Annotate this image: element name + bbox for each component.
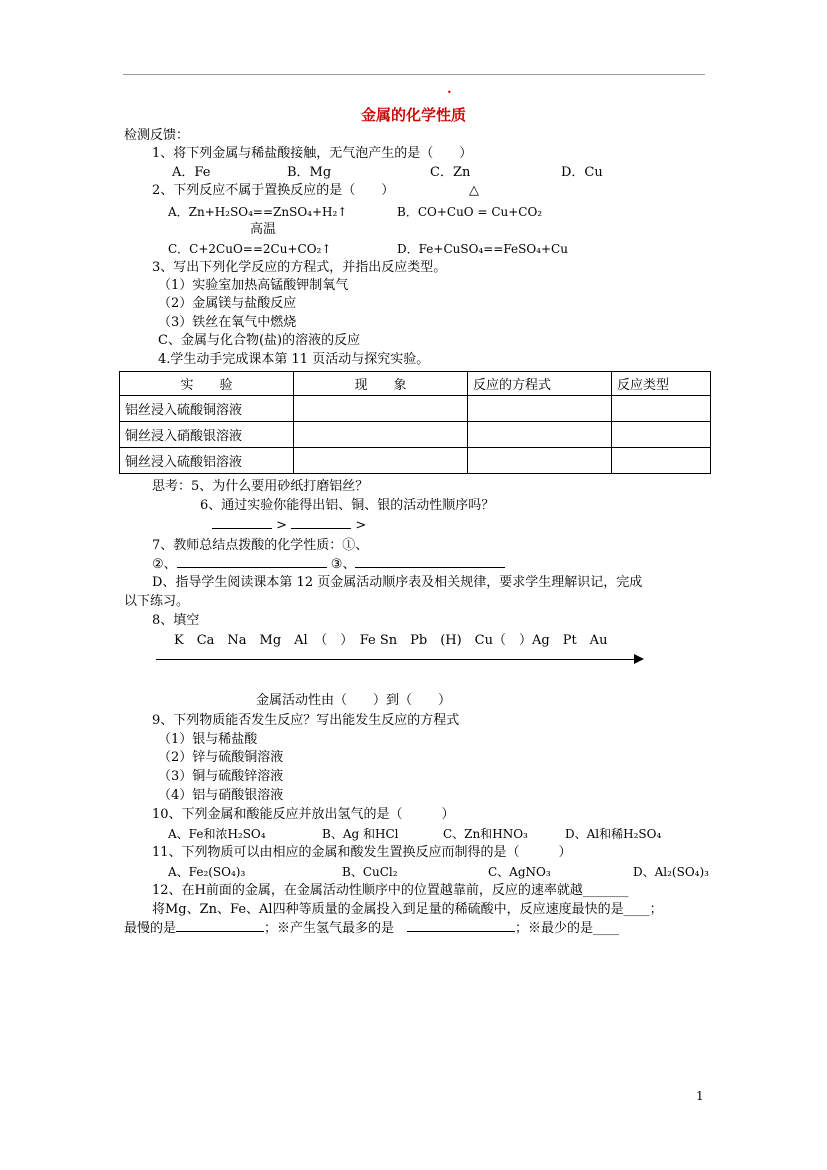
q7-item-3: ③、 xyxy=(330,557,356,572)
table-cell[interactable] xyxy=(468,422,612,448)
table-cell: 铝丝浸入硫酸铜溶液 xyxy=(120,396,294,422)
table-header-row xyxy=(120,372,711,396)
table-row xyxy=(120,396,711,422)
gt-sign: > xyxy=(355,518,367,533)
blank-1[interactable] xyxy=(212,528,272,529)
q2-option-b: B．CO+CuO = Cu+CO₂ xyxy=(397,205,543,219)
q11-option-b: B、CuCl₂ xyxy=(342,865,398,879)
table-header: 实 验 xyxy=(120,372,294,396)
q11-option-a: A、Fe₂(SO₄)₃ xyxy=(168,865,246,879)
q12-slowest: 最慢的是 xyxy=(124,921,177,936)
q1-text: 1、将下列金属与稀盐酸接触，无气泡产生的是（ ） xyxy=(152,146,473,161)
q7-item-2: ②、 xyxy=(152,557,177,572)
q2-option-d: D．Fe+CuSO₄==FeSO₄+Cu xyxy=(397,242,568,256)
table-header: 反应的方程式 xyxy=(468,372,612,396)
q10-text: 10、下列金属和酸能反应并放出氢气的是（ ） xyxy=(152,807,455,822)
q8-text: 8、填空 xyxy=(152,613,200,628)
title-dot: • xyxy=(447,88,452,97)
q11-text: 11、下列物质可以由相应的金属和酸发生置换反应而制得的是（ ） xyxy=(152,845,572,860)
section-d-line1: D、指导学生阅读课本第 12 页金属活动顺序表及相关规律，要求学生理解识记，完成 xyxy=(152,575,643,590)
q1-option-c: C．Zn xyxy=(430,165,471,180)
q12-line-3 xyxy=(124,920,619,938)
gt-sign: > xyxy=(276,518,288,533)
table-row xyxy=(120,448,711,474)
q2-delta: △ xyxy=(469,183,479,198)
header-rule xyxy=(123,74,705,75)
q11-option-d: D、Al₂(SO₄)₃ xyxy=(633,865,709,879)
blank-5[interactable] xyxy=(176,931,264,932)
q10-option-a: A、Fe和浓H₂SO₄ xyxy=(168,827,266,841)
q2-text: 2、下列反应不属于置换反应的是（ ） xyxy=(152,183,395,198)
q7-text: 7、教师总结点拨酸的化学性质：①、 xyxy=(152,538,369,553)
q12-line-2: 将Mg、Zn、Fe、Al四种等质量的金属投入到足量的稀硫酸中，反应速度最快的是____； xyxy=(152,902,663,917)
section-c: C、金属与化合物(盐)的溶液的反应 xyxy=(158,333,361,348)
q9-text: 9、下列物质能否发生反应？写出能发生反应的方程式 xyxy=(152,713,460,728)
section-d-line2: 以下练习。 xyxy=(124,594,190,609)
q3-item-3: （3）铁丝在氧气中燃烧 xyxy=(158,315,297,330)
feedback-label: 检测反馈： xyxy=(124,128,190,143)
table-cell[interactable] xyxy=(294,396,468,422)
table-cell[interactable] xyxy=(612,396,711,422)
q3-item-2: （2）金属镁与盐酸反应 xyxy=(158,296,297,311)
q10-option-b: B、Ag 和HCl xyxy=(322,827,399,841)
blank-2[interactable] xyxy=(291,528,351,529)
q2-option-a: A．Zn+H₂SO₄==ZnSO₄+H₂↑ xyxy=(168,205,348,219)
table-cell[interactable] xyxy=(294,422,468,448)
q12-least-h2: ；※最少的是____ xyxy=(515,921,620,936)
table-cell: 铜丝浸入硫酸铝溶液 xyxy=(120,448,294,474)
q8-activity: 金属活动性由（ ）到（ ） xyxy=(256,693,452,708)
table-cell[interactable] xyxy=(612,422,711,448)
blank-4[interactable] xyxy=(355,567,505,568)
blank-6[interactable] xyxy=(407,931,515,932)
q10-option-c: C、Zn和HNO₃ xyxy=(443,827,528,841)
q7-line-2 xyxy=(152,556,505,574)
q11-option-c: C、AgNO₃ xyxy=(488,865,551,879)
arrow-head-icon xyxy=(634,654,644,664)
q9-item-1: （1）银与稀盐酸 xyxy=(158,732,258,747)
q3-item-1: （1）实验室加热高锰酸钾制氧气 xyxy=(158,278,349,293)
page-title: 金属的化学性质 xyxy=(360,106,466,124)
table-row xyxy=(120,422,711,448)
q6-answer-line xyxy=(212,517,366,535)
table-cell: 铜丝浸入硝酸银溶液 xyxy=(120,422,294,448)
table-header: 反应类型 xyxy=(612,372,711,396)
think-q5: 思考：5、为什么要用砂纸打磨铝丝？ xyxy=(152,479,369,494)
q4-text: 4.学生动手完成课本第 11 页活动与探究实验。 xyxy=(158,352,430,367)
q12-most-h2: ；※产生氢气最多的是 xyxy=(264,921,395,936)
q6-text: 6、通过实验你能得出铝、铜、银的活动性顺序吗？ xyxy=(200,498,495,513)
q2-gaowen: 高温 xyxy=(250,222,277,237)
q1-option-d: D．Cu xyxy=(561,165,603,180)
q9-item-4: （4）铝与硝酸银溶液 xyxy=(158,788,284,803)
q9-item-2: （2）锌与硫酸铜溶液 xyxy=(158,750,284,765)
page-number: 1 xyxy=(696,1089,704,1103)
q12-text: 12、在H前面的金属，在金属活动性顺序中的位置越靠前，反应的速率就越_______ xyxy=(152,883,629,898)
q2-option-c: C．C+2CuO==2Cu+CO₂↑ xyxy=(168,242,332,256)
q1-option-b: B．Mg xyxy=(287,165,332,180)
q1-option-a: A．Fe xyxy=(172,165,211,180)
blank-3[interactable] xyxy=(177,567,327,568)
activity-series: K Ca Na Mg Al （ ） Fe Sn Pb (H) Cu（ ）Ag Pt Au xyxy=(174,633,608,648)
table-cell[interactable] xyxy=(468,396,612,422)
table-header: 现 象 xyxy=(294,372,468,396)
experiment-table xyxy=(119,371,711,474)
activity-arrow-line xyxy=(156,659,636,660)
q9-item-3: （3）铜与硫酸锌溶液 xyxy=(158,769,284,784)
q3-text: 3、写出下列化学反应的方程式，并指出反应类型。 xyxy=(152,260,447,275)
table-cell[interactable] xyxy=(612,448,711,474)
table-cell[interactable] xyxy=(294,448,468,474)
q10-option-d: D、Al和稀H₂SO₄ xyxy=(565,827,662,841)
table-cell[interactable] xyxy=(468,448,612,474)
